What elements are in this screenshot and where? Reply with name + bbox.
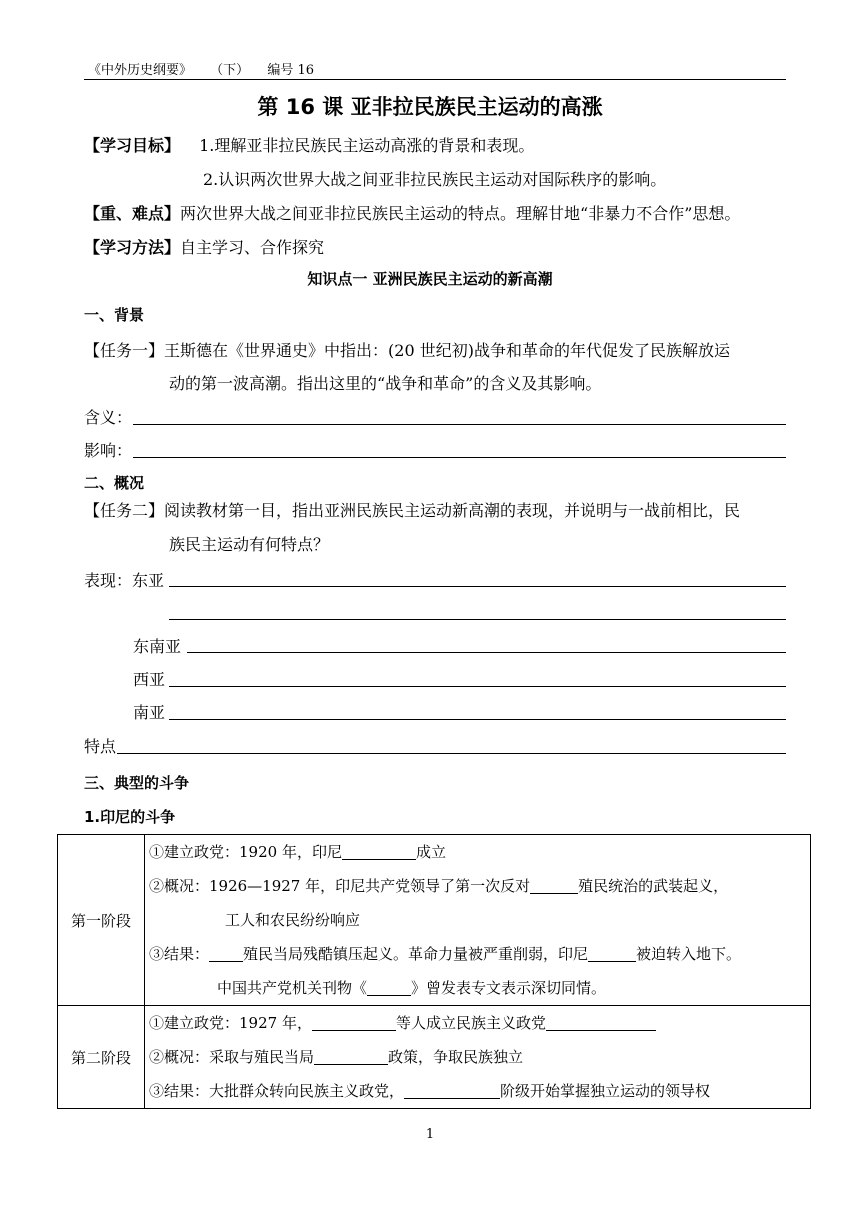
task1-line1 bbox=[84, 338, 730, 361]
key-points-row bbox=[84, 201, 740, 224]
west-asia-label: 西亚 bbox=[133, 670, 166, 689]
section-background-heading: 一、背景 bbox=[84, 306, 145, 324]
table-row bbox=[58, 835, 811, 1006]
blank[interactable] bbox=[367, 977, 411, 996]
objective-1: 1.理解亚非拉民族民主运动高涨的背景和表现。 bbox=[199, 136, 535, 155]
blank[interactable] bbox=[312, 1012, 396, 1031]
section-overview-heading: 二、概况 bbox=[84, 474, 145, 492]
stage1-overview-row bbox=[145, 869, 810, 903]
header-rule bbox=[84, 79, 786, 80]
meaning-answer-line[interactable] bbox=[133, 424, 786, 425]
blank[interactable] bbox=[404, 1080, 500, 1099]
method-row bbox=[84, 235, 324, 258]
stage2-overview-suffix: 政策，争取民族独立 bbox=[388, 1048, 524, 1066]
task2-line1 bbox=[84, 498, 740, 521]
stage1-response-row: 工人和农民纷纷响应 bbox=[225, 911, 361, 929]
impact-answer-line[interactable] bbox=[133, 457, 786, 458]
task2-line2: 族民主运动有何特点？ bbox=[169, 535, 330, 554]
task2-label: 【任务二】 bbox=[84, 501, 165, 520]
task1-label: 【任务一】 bbox=[84, 341, 165, 360]
meaning-label: 含义： bbox=[84, 408, 133, 427]
indonesia-heading: 1.印尼的斗争 bbox=[84, 808, 176, 826]
stage2-content bbox=[145, 1006, 811, 1109]
page-number: 1 bbox=[425, 1127, 435, 1142]
blank[interactable] bbox=[588, 943, 636, 962]
southeast-asia-answer-line[interactable] bbox=[187, 652, 786, 653]
blank[interactable] bbox=[530, 875, 578, 894]
stage2-result-row bbox=[145, 1074, 810, 1108]
stage2-party-row bbox=[145, 1006, 810, 1040]
task1-text1: 王斯德在《世界通史》中指出：(20 世纪初)战争和革命的年代促发了民族解放运 bbox=[164, 341, 730, 360]
task1-line2: 动的第一波高潮。指出这里的“战争和革命”的含义及其影响。 bbox=[169, 374, 602, 393]
southeast-asia-label: 东南亚 bbox=[133, 637, 182, 656]
method-label: 【学习方法】 bbox=[84, 238, 181, 257]
key-points-label: 【重、难点】 bbox=[84, 204, 181, 223]
stage2-result-text: ③结果：大批群众转向民族主义政党， bbox=[149, 1082, 405, 1100]
key-points-text: 两次世界大战之间亚非拉民族民主运动的特点。理解甘地“非暴力不合作”思想。 bbox=[180, 204, 741, 223]
stage1-party-row bbox=[145, 835, 810, 869]
running-header bbox=[88, 59, 328, 78]
table-row bbox=[58, 1006, 811, 1109]
south-asia-answer-line[interactable] bbox=[169, 719, 786, 720]
stage1-party-text: ①建立政党：1920 年，印尼 bbox=[149, 843, 342, 861]
blank[interactable] bbox=[546, 1012, 656, 1031]
stage2-party-suffix: 等人成立民族主义政党 bbox=[395, 1014, 546, 1032]
blank[interactable] bbox=[209, 943, 243, 962]
stage1-party-suffix: 成立 bbox=[415, 843, 446, 861]
stage1-content bbox=[145, 835, 811, 1006]
section-struggle-heading: 三、典型的斗争 bbox=[84, 774, 190, 792]
stage1-overview-text: ②概况：1926—1927 年，印尼共产党领导了第一次反对 bbox=[149, 877, 531, 895]
header-volume: （下） bbox=[210, 63, 250, 78]
stage1-result-text: 殖民当局残酷镇压起义。革命力量被严重削弱，印尼 bbox=[243, 945, 589, 963]
objectives-label: 【学习目标】 bbox=[84, 136, 181, 155]
feature-answer-line[interactable] bbox=[117, 753, 786, 754]
task2-text1: 阅读教材第一目，指出亚洲民族民主运动新高潮的表现，并说明与一战前相比，民 bbox=[164, 501, 741, 520]
stage1-name: 第一阶段 bbox=[58, 835, 145, 1006]
stage2-party-text: ①建立政党：1927 年， bbox=[149, 1014, 312, 1032]
east-asia-label: 东亚 bbox=[132, 571, 165, 590]
blank[interactable] bbox=[342, 841, 416, 860]
objectives-row bbox=[84, 133, 534, 156]
page-title: 第 16 课 亚非拉民族民主运动的高涨 bbox=[257, 95, 603, 119]
stage1-journal-text: 中国共产党机关刊物《 bbox=[217, 979, 368, 997]
east-asia-answer-line[interactable] bbox=[169, 586, 786, 587]
feature-label: 特点 bbox=[84, 737, 117, 756]
objective-2: 2.认识两次世界大战之间亚非拉民族民主运动对国际秩序的影响。 bbox=[203, 170, 667, 189]
perf-label: 表现： bbox=[84, 571, 133, 590]
east-asia-answer-line-2[interactable] bbox=[169, 619, 786, 620]
stage1-overview-suffix: 殖民统治的武装起义， bbox=[578, 877, 729, 895]
blank[interactable] bbox=[314, 1046, 388, 1065]
stage2-overview-row bbox=[145, 1040, 810, 1074]
stage2-result-suffix: 阶级开始掌握独立运动的领导权 bbox=[500, 1082, 711, 1100]
south-asia-label: 南亚 bbox=[133, 703, 166, 722]
header-number: 编号 16 bbox=[267, 63, 314, 78]
stage1-result-label: ③结果： bbox=[149, 945, 210, 963]
knowledge-point-1: 知识点一 亚洲民族民主运动的新高潮 bbox=[307, 270, 553, 288]
method-text: 自主学习、合作探究 bbox=[180, 238, 325, 257]
perf-row bbox=[84, 568, 164, 591]
stage1-result-row bbox=[145, 937, 810, 971]
indonesia-table bbox=[57, 834, 811, 1109]
stage1-result-suffix: 被迫转入地下。 bbox=[636, 945, 742, 963]
impact-label: 影响： bbox=[84, 441, 133, 460]
west-asia-answer-line[interactable] bbox=[169, 686, 786, 687]
stage1-journal-suffix: 》曾发表专文表示深切同情。 bbox=[411, 979, 607, 997]
stage1-journal-row bbox=[145, 971, 810, 1005]
stage2-overview-text: ②概况：采取与殖民当局 bbox=[149, 1048, 315, 1066]
header-book: 《中外历史纲要》 bbox=[88, 63, 193, 78]
stage2-name: 第二阶段 bbox=[58, 1006, 145, 1109]
